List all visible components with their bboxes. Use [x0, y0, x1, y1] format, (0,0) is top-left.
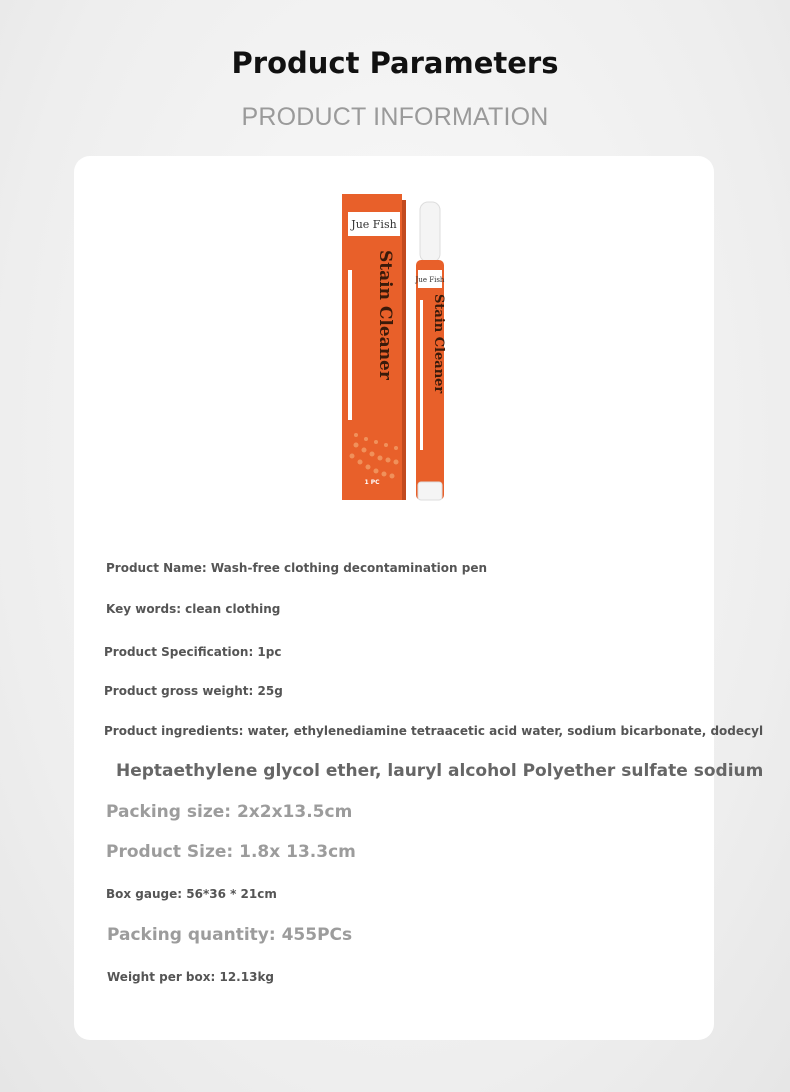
param-packing-quantity: Packing quantity: 455PCs — [107, 925, 353, 945]
param-packing-size: Packing size: 2x2x13.5cm — [106, 802, 353, 822]
param-ingredients-continued: Heptaethylene glycol ether, lauryl alcohol Polyether sulfate sodium — [116, 761, 764, 781]
param-product-name: Product Name: Wash-free clothing decontamination pen — [106, 561, 488, 575]
param-gross-weight: Product gross weight: 25g — [104, 684, 283, 698]
param-product-size: Product Size: 1.8x 13.3cm — [106, 842, 356, 862]
pen-tip — [418, 482, 442, 500]
page-title: Product Parameters — [231, 46, 559, 80]
box-count-label: 1 PC — [364, 479, 380, 486]
param-key-words: Key words: clean clothing — [106, 602, 281, 616]
param-specification: Product Specification: 1pc — [104, 645, 282, 659]
pen-product-name: Stain Cleaner — [431, 294, 446, 394]
info-card — [74, 156, 764, 1040]
page-subtitle: PRODUCT INFORMATION — [241, 103, 549, 131]
box-product-name: Stain Cleaner — [375, 250, 395, 380]
param-box-gauge: Box gauge: 56*36 * 21cm — [106, 887, 277, 901]
pen-brand: Jue Fish — [415, 276, 445, 284]
product-image — [336, 190, 466, 510]
param-weight-per-box: Weight per box: 12.13kg — [107, 970, 275, 984]
pen-cap — [420, 202, 440, 262]
param-ingredients: Product ingredients: water, ethylenediamine tetraacetic acid water, sodium bicarbonate, dodecyl — [104, 724, 764, 738]
box-brand: Jue Fish — [351, 218, 397, 231]
